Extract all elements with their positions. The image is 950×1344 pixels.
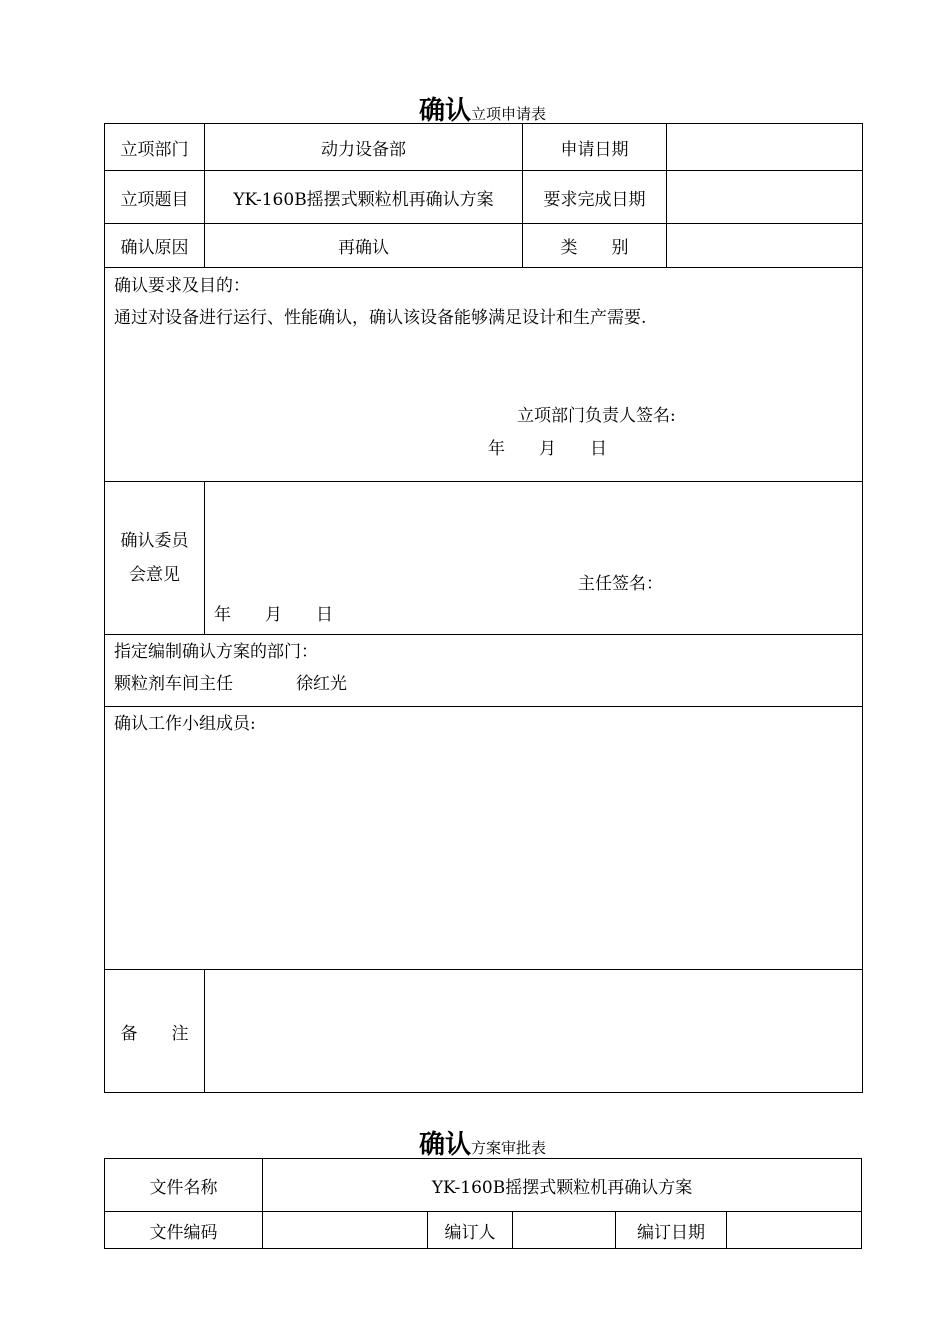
project-application-table bbox=[104, 123, 863, 1093]
category-label: 类 别 bbox=[523, 224, 667, 268]
edit-date-value bbox=[727, 1212, 862, 1249]
file-code-value bbox=[263, 1212, 428, 1249]
file-name-value: YK-160B摇摆式颗粒机再确认方案 bbox=[263, 1159, 862, 1212]
form1-title-sub: 立项申请表 bbox=[471, 105, 547, 123]
purpose-text: 通过对设备进行运行、性能确认，确认该设备能够满足设计和生产需要. bbox=[114, 308, 647, 328]
due-date-value bbox=[667, 171, 863, 224]
form2-title-main: 确认 bbox=[418, 1130, 471, 1160]
plan-approval-table bbox=[104, 1158, 862, 1249]
assign-person: 徐红光 bbox=[296, 674, 347, 694]
assign-dept: 颗粒剂车间主任 bbox=[114, 674, 233, 694]
dept-label: 立项部门 bbox=[105, 124, 205, 171]
purpose-date: 年 月 日 bbox=[488, 439, 607, 459]
editor-value bbox=[513, 1212, 616, 1249]
assign-label: 指定编制确认方案的部门： bbox=[114, 642, 318, 662]
committee-opinion bbox=[205, 482, 863, 635]
form1-title-main: 确认 bbox=[418, 96, 471, 126]
remarks-label: 备 注 bbox=[105, 970, 205, 1093]
reason-value: 再确认 bbox=[205, 224, 523, 268]
remarks-value bbox=[205, 970, 863, 1093]
committee-date: 年 月 日 bbox=[214, 605, 333, 625]
reason-label: 确认原因 bbox=[105, 224, 205, 268]
members-label: 确认工作小组成员: bbox=[114, 714, 256, 734]
due-date-label: 要求完成日期 bbox=[523, 171, 667, 224]
form2-title-sub: 方案审批表 bbox=[471, 1139, 547, 1157]
file-name-label: 文件名称 bbox=[105, 1159, 263, 1212]
dept-head-signature: 立项部门负责人签名: bbox=[517, 406, 676, 426]
committee-label bbox=[105, 482, 205, 635]
apply-date-value bbox=[667, 124, 863, 171]
director-signature: 主任签名： bbox=[578, 574, 663, 594]
edit-date-label: 编订日期 bbox=[616, 1212, 727, 1249]
editor-label: 编订人 bbox=[428, 1212, 513, 1249]
file-code-label: 文件编码 bbox=[105, 1212, 263, 1249]
apply-date-label: 申请日期 bbox=[523, 124, 667, 171]
topic-value: YK-160B摇摆式颗粒机再确认方案 bbox=[205, 171, 523, 224]
committee-label-line1: 确认委员 bbox=[120, 531, 189, 551]
assign-section bbox=[105, 635, 863, 707]
committee-label-line2: 会意见 bbox=[129, 565, 180, 585]
members-section bbox=[105, 707, 863, 970]
category-value bbox=[667, 224, 863, 268]
form2-title bbox=[104, 1124, 861, 1161]
dept-value: 动力设备部 bbox=[205, 124, 523, 171]
topic-label: 立项题目 bbox=[105, 171, 205, 224]
purpose-section bbox=[105, 268, 863, 482]
form1-title bbox=[104, 90, 861, 127]
purpose-label: 确认要求及目的： bbox=[114, 276, 250, 296]
